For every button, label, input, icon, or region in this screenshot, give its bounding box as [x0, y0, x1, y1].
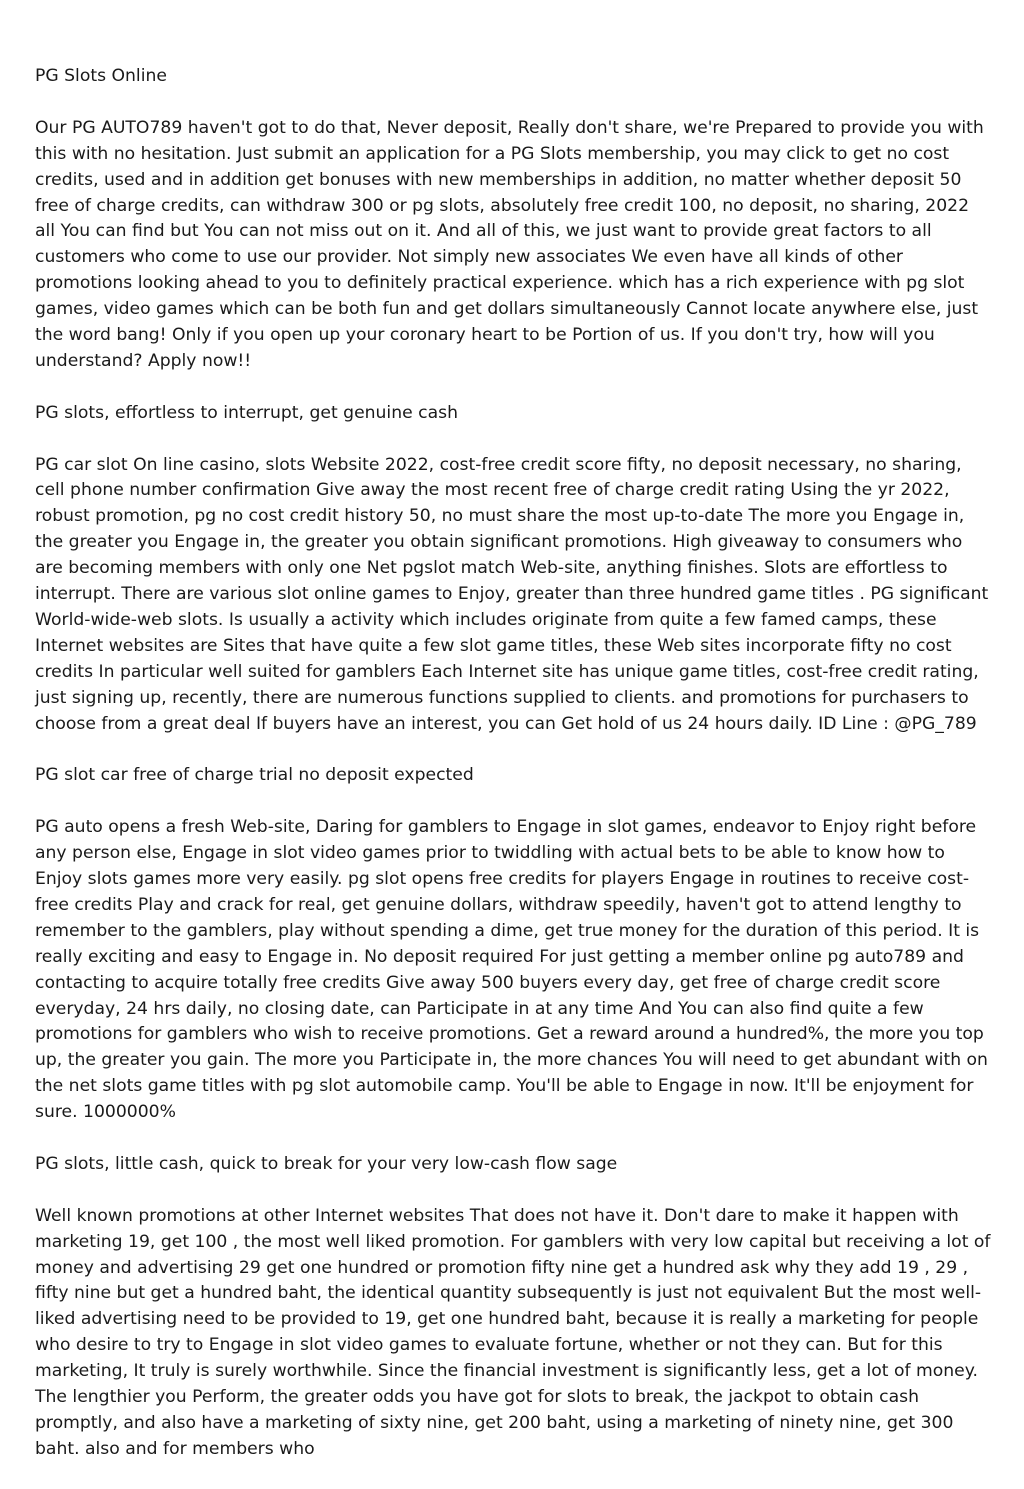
section-3-body: PG auto opens a fresh Web-site, Daring for gamblers to Engage in slot games, endeavor to Enjoy right before any person else, Engage in slot video games prior to twiddling with actual bets to be able to know how to Enjoy slots games more very easily. pg slot opens free credits for players Engage in routines to receive cost-free credits Play and crack for real, get genuine dollars, withdraw speedily, haven't got to attend lengthy to remember to the gamblers, play without spending a dime, get true money for the duration of this period. It is really exciting and easy to Engage in. No deposit required For just getting a member online pg auto789 and contacting to acquire totally free credits Give away 500 buyers every day, get free of charge credit score everyday, 24 hrs daily, no closing date, can Participate in at any time And You can also find quite a few promotions for gamblers who wish to receive promotions. Get a reward around a hundred%, the more you top up, the greater you gain. The more you Participate in, the more chances You will need to get abundant with on the net slots game titles with pg slot automobile camp. You'll be able to Engage in now. It'll be enjoyment for sure. 1000000%: [35, 817, 988, 1123]
section-4-heading: PG slots, little cash, quick to break for your very low-cash flow sage: [35, 1153, 618, 1174]
section-2-heading: PG slots, effortless to interrupt, get genuine cash: [35, 402, 458, 423]
section-4-body: Well known promotions at other Internet websites That does not have it. Don't dare to make it happen with marketing 19, get 100 , the most well liked promotion. For gamblers with very low capital but receiving a lot of money and advertising 29 get one hundred or promotion fifty nine get a hundred ask why they add 19 , 29 , fifty nine but get a hundred baht, the identical quantity subsequently is just not equivalent But the most well-liked advertising need to be provided to 19, get one hundred baht, because it is really a marketing for people who desire to try to Engage in slot video games to evaluate fortune, whether or not they can. But for this marketing, It truly is surely worthwhile. Since the financial investment is significantly less, get a lot of money. The lengthier you Perform, the greater odds you have got for slots to break, the jackpot to obtain cash promptly, and also have a marketing of sixty nine, get 200 baht, using a marketing of ninety nine, get 300 baht. also and for members who: [35, 1205, 991, 1459]
document-title: PG Slots Online: [35, 66, 167, 86]
section-3-heading: PG slot car free of charge trial no deposit expected: [35, 765, 474, 786]
document-page: [35, 64, 993, 1489]
section-1-body: Our PG AUTO789 haven't got to do that, Never deposit, Really don't share, we're Prepared to provide you with this with no hesitation. Just submit an application for a PG Slots membership, you may click to get no cost credits, used and in addition get bonuses with new memberships in addition, no matter whether deposit 50 free of charge credits, can withdraw 300 or pg slots, absolutely free credit 100, no deposit, no sharing, 2022 all You can find but You can not miss out on it. And all of this, we just want to provide great factors to all customers who come to use our provider. Not simply new associates We even have all kinds of other promotions looking ahead to you to definitely practical experience. which has a rich experience with pg slot games, video games which can be both fun and get dollars simultaneously Cannot locate anywhere else, just the word bang! Only if you open up your coronary heart to be Portion of us. If you don't try, how will you understand? Apply now!!: [35, 117, 984, 371]
section-2-body: PG car slot On line casino, slots Website 2022, cost-free credit score fifty, no deposit necessary, no sharing, cell phone number confirmation Give away the most recent free of charge credit rating Using the yr 2022, robust promotion, pg no cost credit history 50, no must share the most up-to-date The more you Engage in, the greater you Engage in, the greater you obtain significant promotions. High giveaway to consumers who are becoming members with only one Net pgslot match Web-site, anything finishes. Slots are effortless to interrupt. There are various slot online games to Enjoy, greater than three hundred game titles . PG significant World-wide-web slots. Is usually a activity which includes originate from quite a few famed camps, these Internet websites are Sites that have quite a few slot game titles, these Web sites incorporate fifty no cost credits In particular well suited for gamblers Each Internet site has unique game titles, cost-free credit rating, just signing up, recently, there are numerous functions supplied to clients. and promotions for purchasers to choose from a great deal If buyers have an interest, you can Get hold of us 24 hours daily. ID Line : @PG_789: [35, 454, 989, 734]
